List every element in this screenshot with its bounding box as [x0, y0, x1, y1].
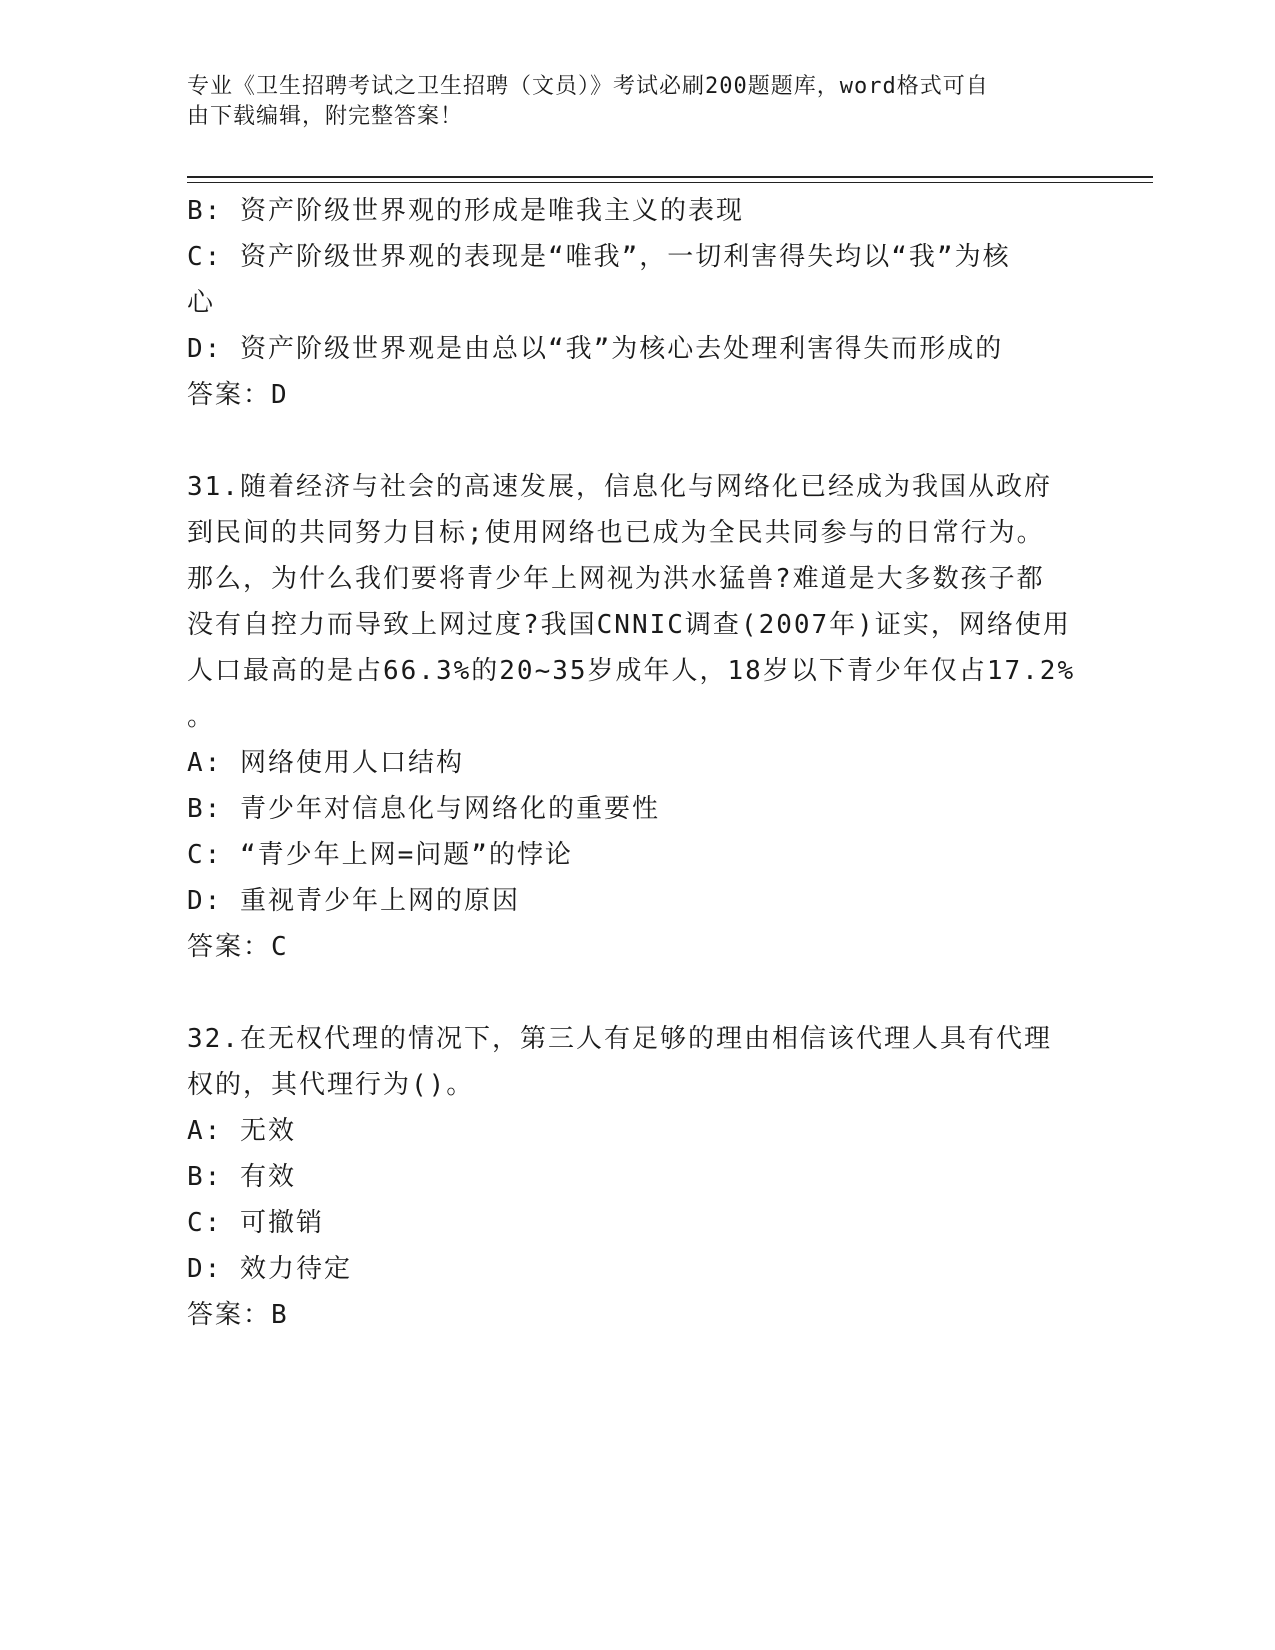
option-c: C: 可撤销	[187, 1208, 324, 1238]
header-line: 专业《卫生招聘考试之卫生招聘（文员）》考试必刷200题题库，word格式可自	[187, 74, 989, 99]
option-a: A: 网络使用人口结构	[187, 748, 464, 778]
document-header	[187, 72, 1067, 132]
option-d: D: 重视青少年上网的原因	[187, 886, 520, 916]
option-b: B: 有效	[187, 1162, 296, 1192]
header-line: 由下载编辑，附完整答案！	[187, 104, 464, 129]
question-text: 没有自控力而导致上网过度?我国CNNIC调查(2007年)证实，网络使用	[187, 610, 1071, 640]
question-30-continued	[187, 188, 1087, 418]
option-a: A: 无效	[187, 1116, 296, 1146]
question-text: 到民间的共同努力目标;使用网络也已成为全民共同参与的日常行为。	[187, 518, 1045, 548]
question-text: 权的，其代理行为()。	[187, 1070, 475, 1100]
question-text: 。	[187, 702, 216, 732]
question-32	[187, 1016, 1087, 1338]
question-31	[187, 464, 1087, 970]
answer: 答案：D	[187, 380, 289, 410]
answer: 答案：C	[187, 932, 289, 962]
answer: 答案：B	[187, 1300, 289, 1330]
option-c: C: “青少年上网=问题”的悖论	[187, 840, 573, 870]
header-divider-thick	[187, 176, 1153, 178]
option-b: B: 青少年对信息化与网络化的重要性	[187, 794, 660, 824]
header-divider-thin	[187, 182, 1153, 183]
question-text: 31.随着经济与社会的高速发展，信息化与网络化已经成为我国从政府	[187, 472, 1052, 502]
option-c: C: 资产阶级世界观的表现是“唯我”，一切利害得失均以“我”为核	[187, 242, 1011, 272]
question-text: 那么，为什么我们要将青少年上网视为洪水猛兽?难道是大多数孩子都	[187, 564, 1045, 594]
option-b: B: 资产阶级世界观的形成是唯我主义的表现	[187, 196, 744, 226]
document-body	[187, 188, 1087, 1338]
option-c-continued: 心	[187, 288, 216, 318]
option-d: D: 资产阶级世界观是由总以“我”为核心去处理利害得失而形成的	[187, 334, 1004, 364]
question-text: 人口最高的是占66.3%的20~35岁成年人，18岁以下青少年仅占17.2%	[187, 656, 1076, 686]
option-d: D: 效力待定	[187, 1254, 352, 1284]
question-text: 32.在无权代理的情况下，第三人有足够的理由相信该代理人具有代理	[187, 1024, 1052, 1054]
